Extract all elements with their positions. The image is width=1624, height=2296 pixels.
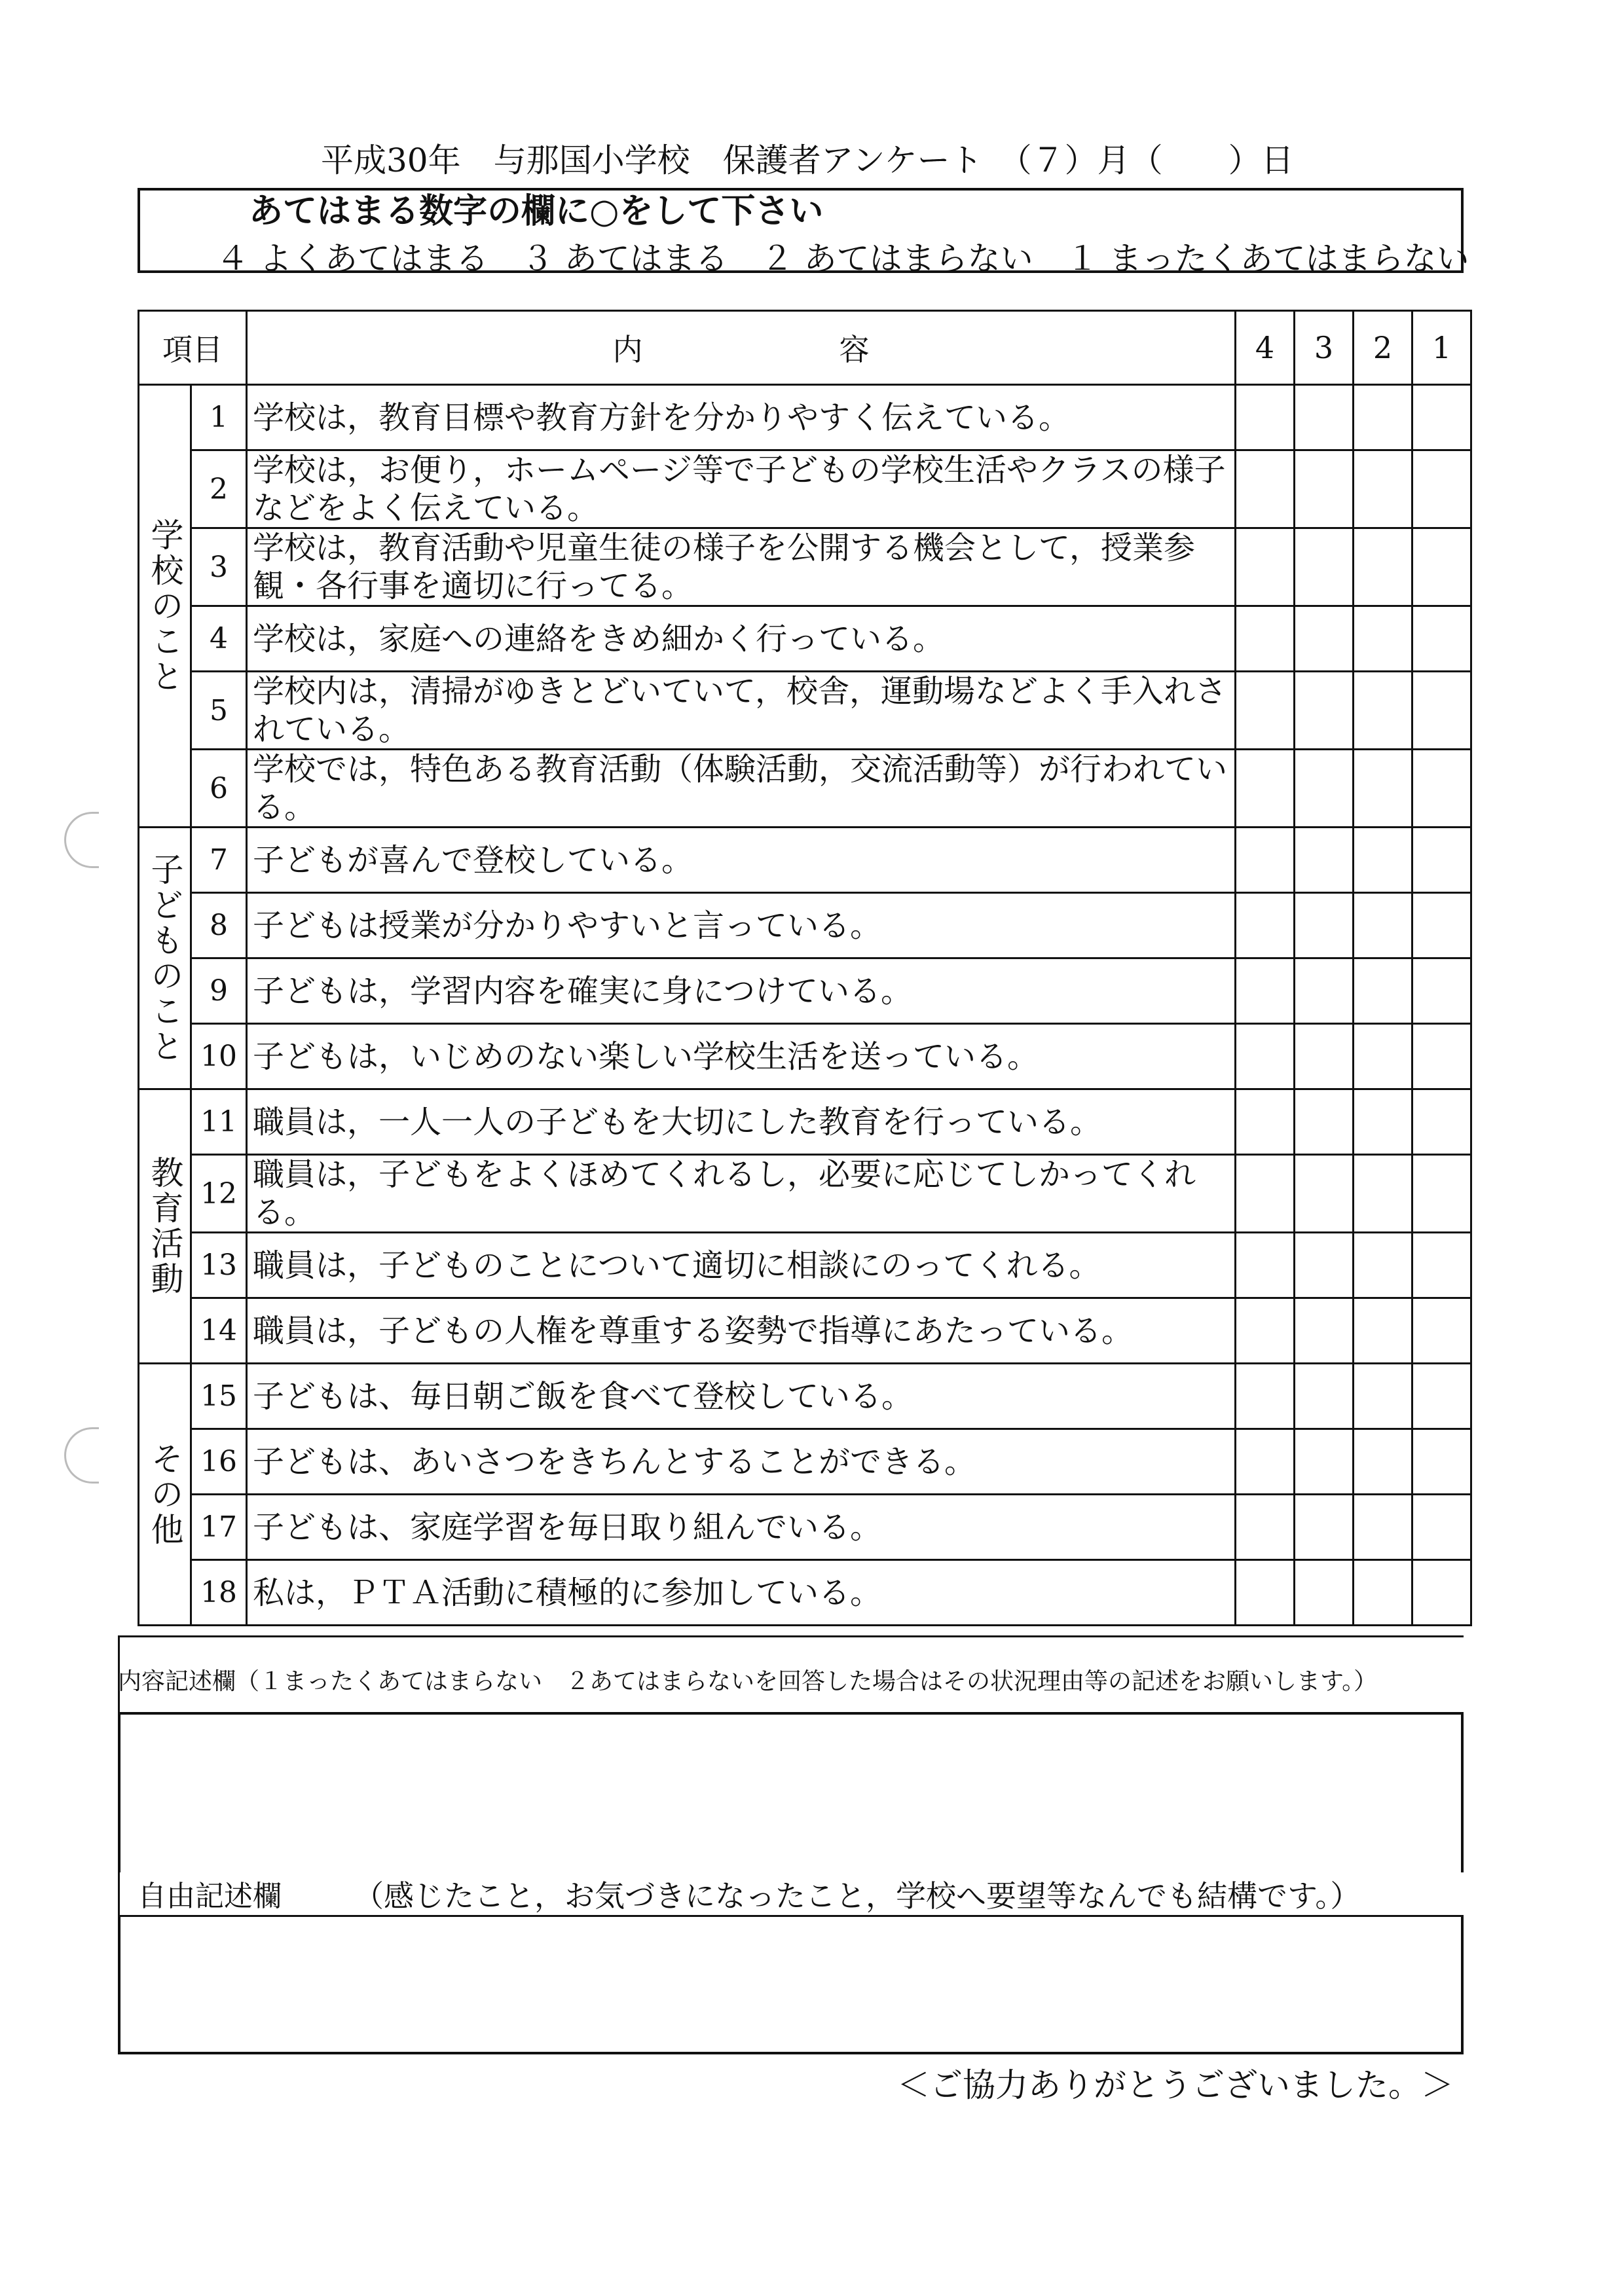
answer-cell-3[interactable]	[1295, 528, 1354, 606]
answer-cell-4[interactable]	[1236, 450, 1295, 528]
answer-cell-2[interactable]	[1354, 1089, 1412, 1155]
category-education: 教育活動	[139, 1089, 191, 1364]
question-text: 職員は，子どものことについて適切に相談にのってくれる。	[247, 1233, 1236, 1298]
answer-cell-4[interactable]	[1236, 606, 1295, 672]
free-memo-field[interactable]	[118, 1917, 1464, 2054]
answer-cell-3[interactable]	[1295, 828, 1354, 893]
answer-cell-4[interactable]	[1236, 1155, 1295, 1233]
answer-cell-3[interactable]	[1295, 1298, 1354, 1364]
question-text: 子どもが喜んで登校している。	[247, 828, 1236, 893]
answer-cell-4[interactable]	[1236, 1429, 1295, 1495]
question-text: 職員は，子どもの人権を尊重する姿勢で指導にあたっている。	[247, 1298, 1236, 1364]
question-text: 子どもは，学習内容を確実に身につけている。	[247, 958, 1236, 1024]
survey-table	[138, 310, 1472, 1626]
answer-cell-2[interactable]	[1354, 1495, 1412, 1560]
rating-scale: ４ よくあてはまる ３ あてはまる ２ あてはまらない １ まったくあてはまらない	[216, 240, 1469, 278]
answer-cell-1[interactable]	[1412, 1024, 1471, 1089]
thanks-message: ＜ご協力ありがとうございました。＞	[897, 2066, 1454, 2104]
answer-cell-2[interactable]	[1354, 958, 1412, 1024]
question-text: 学校は，教育活動や児童生徒の様子を公開する機会として，授業参観・各行事を適切に行ってる。	[247, 528, 1236, 606]
question-number: 15	[191, 1364, 247, 1429]
answer-cell-4[interactable]	[1236, 1560, 1295, 1626]
answer-cell-3[interactable]	[1295, 450, 1354, 528]
question-text: 職員は，一人一人の子どもを大切にした教育を行っている。	[247, 1089, 1236, 1155]
table-row	[139, 1298, 1471, 1364]
header-item: 項目	[139, 311, 247, 385]
answer-cell-2[interactable]	[1354, 1298, 1412, 1364]
question-text: 子どもは，いじめのない楽しい学校生活を送っている。	[247, 1024, 1236, 1089]
header-score-3: 3	[1295, 311, 1354, 385]
answer-cell-1[interactable]	[1412, 1364, 1471, 1429]
answer-cell-2[interactable]	[1354, 1024, 1412, 1089]
question-number: 1	[191, 385, 247, 450]
answer-cell-4[interactable]	[1236, 1024, 1295, 1089]
answer-cell-1[interactable]	[1412, 1233, 1471, 1298]
question-text: 職員は，子どもをよくほめてくれるし，必要に応じてしかってくれる。	[247, 1155, 1236, 1233]
question-number: 8	[191, 893, 247, 958]
table-row	[139, 1155, 1471, 1233]
punch-hole-top	[64, 812, 99, 868]
answer-cell-2[interactable]	[1354, 750, 1412, 828]
question-number: 13	[191, 1233, 247, 1298]
answer-cell-4[interactable]	[1236, 1364, 1295, 1429]
answer-cell-1[interactable]	[1412, 1560, 1471, 1626]
answer-cell-4[interactable]	[1236, 672, 1295, 750]
answer-cell-2[interactable]	[1354, 893, 1412, 958]
question-number: 9	[191, 958, 247, 1024]
answer-cell-1[interactable]	[1412, 385, 1471, 450]
answer-cell-4[interactable]	[1236, 528, 1295, 606]
table-row	[139, 385, 1471, 450]
answer-cell-1[interactable]	[1412, 1298, 1471, 1364]
table-row	[139, 1429, 1471, 1495]
table-row	[139, 958, 1471, 1024]
table-row	[139, 528, 1471, 606]
question-text: 子どもは授業が分かりやすいと言っている。	[247, 893, 1236, 958]
table-row	[139, 893, 1471, 958]
question-number: 16	[191, 1429, 247, 1495]
answer-cell-3[interactable]	[1295, 750, 1354, 828]
table-row	[139, 1089, 1471, 1155]
answer-cell-3[interactable]	[1295, 1155, 1354, 1233]
table-row	[139, 606, 1471, 672]
instruction-text: あてはまる数字の欄に○をして下さい	[249, 191, 824, 231]
question-number: 10	[191, 1024, 247, 1089]
question-number: 17	[191, 1495, 247, 1560]
answer-cell-4[interactable]	[1236, 1089, 1295, 1155]
question-text: 私は，ＰＴＡ活動に積極的に参加している。	[247, 1560, 1236, 1626]
answer-cell-4[interactable]	[1236, 1298, 1295, 1364]
answer-cell-3[interactable]	[1295, 958, 1354, 1024]
answer-cell-2[interactable]	[1354, 672, 1412, 750]
table-row	[139, 1233, 1471, 1298]
question-number: 3	[191, 528, 247, 606]
question-text: 学校は，家庭への連絡をきめ細かく行っている。	[247, 606, 1236, 672]
category-other: その他	[139, 1364, 191, 1626]
question-number: 11	[191, 1089, 247, 1155]
answer-cell-4[interactable]	[1236, 385, 1295, 450]
answer-cell-4[interactable]	[1236, 893, 1295, 958]
answer-cell-3[interactable]	[1295, 385, 1354, 450]
question-number: 6	[191, 750, 247, 828]
question-text: 学校では，特色ある教育活動（体験活動，交流活動等）が行われている。	[247, 750, 1236, 828]
header-score-4: 4	[1236, 311, 1295, 385]
table-row	[139, 1024, 1471, 1089]
table-row	[139, 1560, 1471, 1626]
question-text: 子どもは、あいさつをきちんとすることができる。	[247, 1429, 1236, 1495]
answer-cell-2[interactable]	[1354, 1560, 1412, 1626]
answer-cell-4[interactable]	[1236, 1233, 1295, 1298]
question-text: 子どもは、毎日朝ご飯を食べて登校している。	[247, 1364, 1236, 1429]
answer-cell-1[interactable]	[1412, 958, 1471, 1024]
answer-cell-1[interactable]	[1412, 893, 1471, 958]
answer-cell-1[interactable]	[1412, 828, 1471, 893]
question-text: 子どもは、家庭学習を毎日取り組んでいる。	[247, 1495, 1236, 1560]
punch-hole-bottom	[64, 1427, 99, 1484]
answer-cell-3[interactable]	[1295, 893, 1354, 958]
category-school: 学校のこと	[139, 385, 191, 828]
answer-cell-3[interactable]	[1295, 1560, 1354, 1626]
answer-cell-2[interactable]	[1354, 1429, 1412, 1495]
answer-cell-3[interactable]	[1295, 672, 1354, 750]
answer-cell-1[interactable]	[1412, 606, 1471, 672]
table-row	[139, 750, 1471, 828]
answer-cell-3[interactable]	[1295, 606, 1354, 672]
answer-cell-2[interactable]	[1354, 1233, 1412, 1298]
answer-cell-1[interactable]	[1412, 1089, 1471, 1155]
table-row	[139, 672, 1471, 750]
header-score-1: 1	[1412, 311, 1471, 385]
answer-cell-1[interactable]	[1412, 450, 1471, 528]
table-row	[139, 1364, 1471, 1429]
answer-cell-1[interactable]	[1412, 1495, 1471, 1560]
answer-cell-2[interactable]	[1354, 1155, 1412, 1233]
answer-cell-2[interactable]	[1354, 385, 1412, 450]
answer-cell-4[interactable]	[1236, 750, 1295, 828]
question-text: 学校内は，清掃がゆきとどいていて，校舎，運動場などよく手入れされている。	[247, 672, 1236, 750]
answer-cell-1[interactable]	[1412, 528, 1471, 606]
answer-cell-1[interactable]	[1412, 1155, 1471, 1233]
answer-cell-2[interactable]	[1354, 606, 1412, 672]
free-memo-note: （感じたこと，お気づきになったこと，学校へ要望等なんでも結構です。）	[354, 1878, 1361, 1914]
question-number: 4	[191, 606, 247, 672]
answer-cell-3[interactable]	[1295, 1429, 1354, 1495]
question-number: 18	[191, 1560, 247, 1626]
header-content: 内 容	[247, 311, 1236, 385]
answer-cell-3[interactable]	[1295, 1024, 1354, 1089]
answer-cell-3[interactable]	[1295, 1089, 1354, 1155]
category-children: 子どものこと	[139, 828, 191, 1089]
answer-cell-4[interactable]	[1236, 828, 1295, 893]
answer-cell-4[interactable]	[1236, 1495, 1295, 1560]
answer-cell-2[interactable]	[1354, 528, 1412, 606]
page-title: 平成30年 与那国小学校 保護者アンケート （７）月（ ）日	[321, 141, 1294, 179]
header-score-2: 2	[1354, 311, 1412, 385]
question-number: 5	[191, 672, 247, 750]
answer-cell-3[interactable]	[1295, 1233, 1354, 1298]
free-memo-label: 自由記述欄	[138, 1880, 282, 1913]
question-text: 学校は，お便り，ホームページ等で子どもの学校生活やクラスの様子などをよく伝えている。	[247, 450, 1236, 528]
answer-cell-3[interactable]	[1295, 1364, 1354, 1429]
question-text: 学校は，教育目標や教育方針を分かりやすく伝えている。	[247, 385, 1236, 450]
question-number: 12	[191, 1155, 247, 1233]
answer-cell-1[interactable]	[1412, 672, 1471, 750]
answer-cell-3[interactable]	[1295, 1495, 1354, 1560]
table-row	[139, 828, 1471, 893]
question-number: 2	[191, 450, 247, 528]
content-memo-field[interactable]	[118, 1712, 1464, 1872]
table-row	[139, 1495, 1471, 1560]
question-number: 14	[191, 1298, 247, 1364]
answer-cell-2[interactable]	[1354, 450, 1412, 528]
answer-cell-1[interactable]	[1412, 1429, 1471, 1495]
memo-top-border	[118, 1635, 1464, 1637]
table-row	[139, 450, 1471, 528]
question-number: 7	[191, 828, 247, 893]
answer-cell-2[interactable]	[1354, 828, 1412, 893]
answer-cell-4[interactable]	[1236, 958, 1295, 1024]
answer-cell-1[interactable]	[1412, 750, 1471, 828]
answer-cell-2[interactable]	[1354, 1364, 1412, 1429]
content-memo-label: 内容記述欄（１まったくあてはまらない ２あてはまらないを回答した場合はその状況理由等の記述をお願いします。）	[118, 1668, 1378, 1695]
